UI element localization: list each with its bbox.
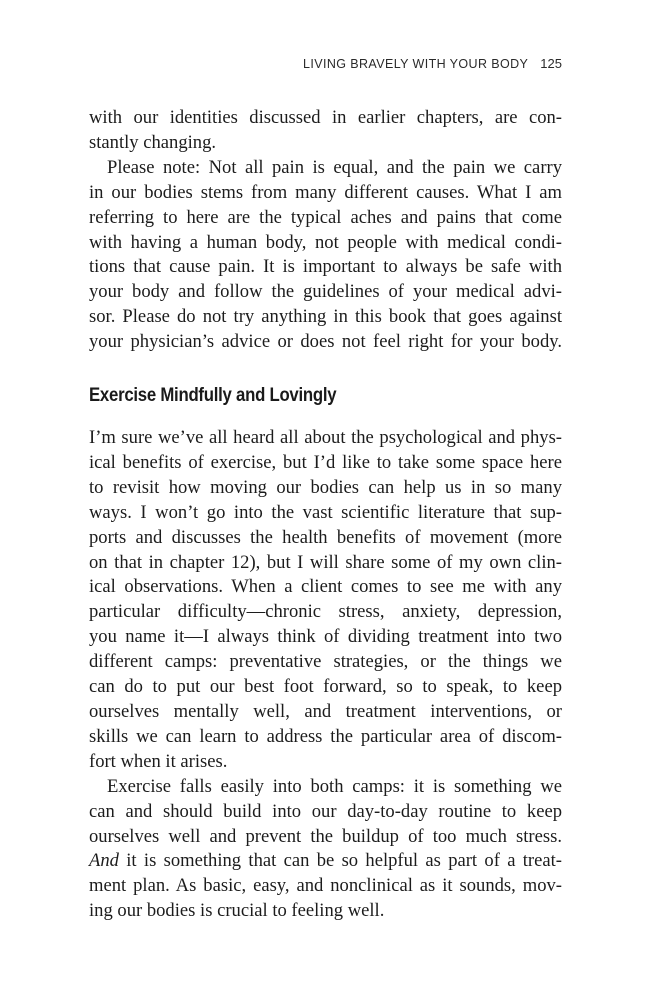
running-head-title: LIVING BRAVELY WITH YOUR BODY [302,57,529,71]
text-line: ways. I won’t go into the vast scientific literature that sup- [89,501,562,523]
text-line: can do to put our best foot forward, so to speak, to keep [89,676,562,698]
text-line: ical observations. When a client comes to see me with any [89,576,562,598]
text-line: on that in chapter 12), but I will share some of my own clin- [89,551,562,573]
text-line: particular difficulty—chronic stress, anxiety, depression, [89,601,562,623]
text-line: ourselves mentally well, and treatment interventions, or [89,700,562,722]
text-line: you name it—I always think of dividing treatment into two [89,626,562,648]
text-line: tions that cause pain. It is important to always be safe with [89,256,562,278]
text-line: Please note: Not all pain is equal, and the pain we carry [107,156,562,178]
emphasis-text: And [89,850,119,872]
text-line: ical benefits of exercise, but I’d like to take some space here [89,451,562,473]
text-line: I’m sure we’ve all heard all about the psychological and phys- [89,427,562,448]
text-line: referring to here are the typical aches and pains that come [89,206,562,228]
text-line: different camps: preventative strategies, or the things we [89,651,562,673]
text-line: Exercise falls easily into both camps: it is something we [107,775,562,797]
text-line-rest: it is something that can be so helpful as part of a treat- [126,850,562,872]
text-line: with our identities discussed in earlier chapters, are con- [89,107,562,128]
text-line: sor. Please do not try anything in this book that goes against [89,306,562,328]
text-line: ourselves well and prevent the buildup of too much stress. [89,825,562,847]
body-text-bottom [89,426,562,924]
text-line: skills we can learn to address the particular area of discom- [89,725,562,747]
text-line: ment plan. As basic, easy, and nonclinical as it sounds, mov- [89,875,562,897]
page-number: 125 [540,56,562,71]
running-head [303,56,562,71]
text-line: with having a human body, not people with medical condi- [89,231,562,253]
text-line: to revisit how moving our bodies can help us in so many [89,476,562,498]
text-line: ing our bodies is crucial to feeling well. [89,900,385,922]
text-line: in our bodies stems from many different causes. What I am [89,181,562,203]
text-line: ports and discusses the health benefits of movement (more [89,526,562,548]
text-line: can and should build into our day-to-day routine to keep [89,800,562,822]
text-line: fort when it arises. [89,750,228,772]
body-text-top [89,106,562,355]
text-line: your physician’s advice or does not feel right for your body. [89,331,562,353]
text-line: your body and follow the guidelines of your medical advi- [89,281,562,303]
text-line: stantly changing. [89,131,217,153]
text-line [89,849,562,874]
section-heading: Exercise Mindfully and Lovingly [89,384,337,406]
